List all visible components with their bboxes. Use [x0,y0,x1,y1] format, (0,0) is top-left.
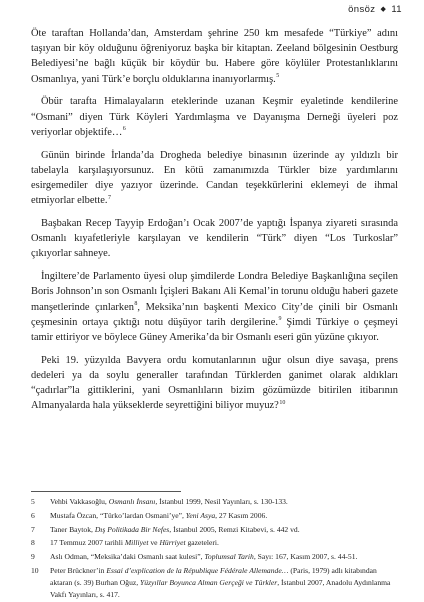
footnote: 8 17 Temmuz 2007 tarihli Milliyet ve Hürriyet gazeteleri. [31,538,219,548]
footnote: 7 Taner Baytok, Dış Politikada Bir Nefes, İstanbul 2005, Remzi Kitabevi, s. 442 vd. [31,524,300,534]
footnote-number: 6 [31,510,35,520]
fn8-rest: ve Hürriyet gazeteleri. [148,538,219,548]
footnote-marker: 6 [122,126,126,133]
footnote-number: 9 [31,552,35,562]
footnote-number: 7 [31,524,35,534]
diamond-icon: ◆ [380,6,387,13]
footnote-number: 8 [31,538,35,548]
footnote-marker: 5 [276,73,280,80]
footnote-marker: 10 [279,399,286,406]
footnote: 6 Mustafa Özcan, “Türko’lardan Osmani’ye”, Yeni Asya, 27 Kasım 2006. [31,510,268,520]
body-text [31,26,398,421]
footnote: 10 Peter Brückner’in Essai d’explication de la République Fédérale Allemande… (Paris, 1979) adlı kitabından aktaran (s. 39) Burhan Oğuz, Yüzyıllar Boyunca Alman Gerçeği ve Türkler, İstanbul 2007, Anadolu Aydınlanma Vakfı Yayınları, s. 417. [31,565,391,599]
footnote-number: 5 [31,497,35,506]
footnote: 9 Aslı Odman, “Meksika’daki Osmanlı saat kulesi”, Toplumsal Tarih, Sayı: 167, Kasım 2007, s. 44-51. [31,552,358,562]
paragraph: Başbakan Recep Tayyip Erdoğan’ı Ocak 2007’de yaptığı İspanya ziyareti sırasında Osmanlı kıyafetleriyle karşılayan ve kendilerin “Türk” diyen “Los Turkoslar” çıkıyorlar sahneye. [31,218,398,260]
footnotes [31,496,398,602]
page-number: 11 [391,4,402,15]
paragraph: Günün birinde İrlanda’da Drogheda belediye binasının üzerinde ay yıldızlı bir tabelayla karşılaşıyorsunuz. En kötü zamanımızda Türkler bize yardımlarını esirgemediler diye yazıyor üzerinde. Candan teşekkürlerini eklemeyi de ihmal etmiyorlar elbette.$^7$ [31,149,398,207]
footnote-divider [31,491,181,492]
footnote-marker: 7 [108,194,112,201]
footnote-marker: 9 [278,316,282,323]
footnote: 5 Vehbi Vakkasoğlu, Osmanlı İnsanı, İstanbul 1999, Nesil Yayınları, s. 130-133. [31,497,288,506]
paragraph: Peki 19. yüzyılda Bavyera ordu komutanlarının uğur olsun diye savaşa, prens dedeleri ya da soylu generaller tarafından Türklerden ganimet olarak aldıkları “çadırlar”la gittiklerini, yani Osmanlıların bizim gözümüzde bitirilen itibarının Almanyalarda hala yükseklerde seyrettiğini biliyor muyuz?$^{10}$ [31,354,398,412]
running-header [348,4,402,15]
newspaper-name: Hürriyet [159,538,186,548]
footnote-marker: 8 [134,301,138,308]
paragraph: Öbür tarafta Himalayaların eteklerinde uzanan Keşmir eyaletinde kendilerine “Osmani” diyen Türk Köyleri Yardımlaşma ve Dayanışma Derneği üyeleri poz veriyorlar objektife…$^6$ [31,96,398,138]
paragraph: İngiltere’de Parlamento üyesi olup şimdilerde Londra Belediye Başkanlığına seçilen Boris Johnson’ın son Osmanlı İçişleri Bakanı Ali Kemal’in torunu olduğu haberi gazete manşetlerinde çınlarken$^8$, Meksika’nın başkenti Mexico City’de çinili bir Osmanlı çeşmesinin ortaya çıktığı notu düşüyor tarih dergilerine.$^9$ Şimdi Türkiye o çeşmeyi tamir ettiriyor ve böylece Güney Amerika’da bir Osmanlı eseri gün yüzüne çıkıyor. [31,271,398,344]
footnote-number: 10 [31,565,39,575]
section-title: önsöz [348,4,376,15]
paragraph: Öte taraftan Hollanda’dan, Amsterdam şehrine 250 km mesafede “Türkiye” adını taşıyan bir köy olduğunu öğreniyoruz başka bir kitaptan. Zeeland bölgesinin Oestburg Belediyesi’ne bağlı küçük bir köydür bu. Habere göre köylüler Protestanlıklarını Osmanlıya, yani Türk’e borçlu olduklarına inanıyorlarmış.$^5$ [31,28,398,85]
